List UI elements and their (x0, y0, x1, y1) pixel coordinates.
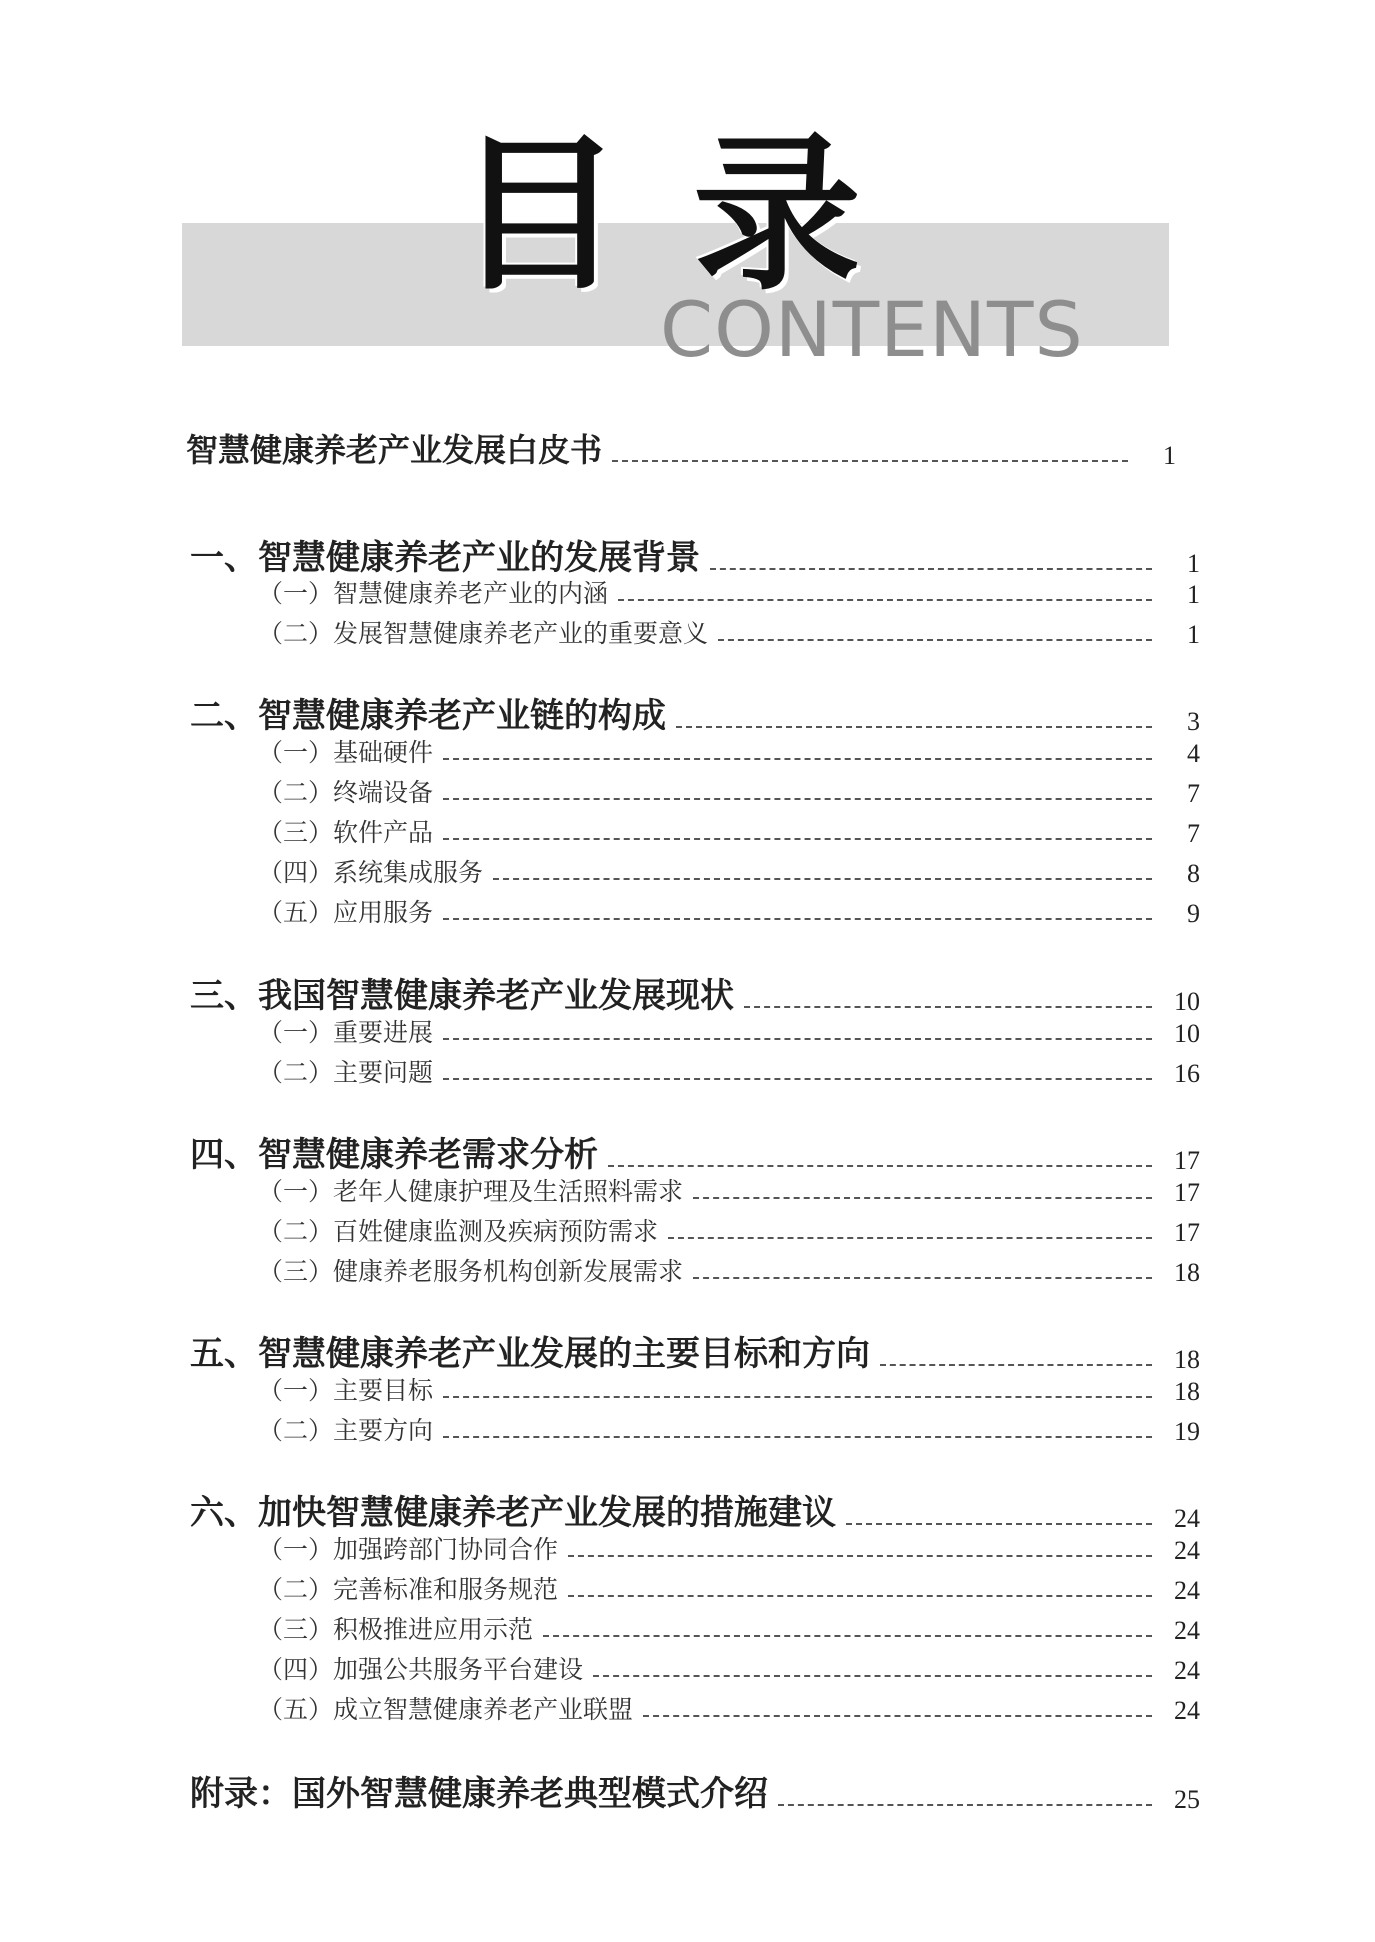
toc-page: 7 (1187, 819, 1200, 848)
toc-section[interactable] (190, 1326, 1200, 1375)
toc-label: （一）基础硬件 (258, 738, 434, 767)
toc-page: 17 (1174, 1146, 1200, 1175)
toc-label: （一）主要目标 (258, 1376, 434, 1405)
toc-subsection[interactable] (258, 614, 1200, 650)
toc-label: 六、加快智慧健康养老产业发展的措施建议 (190, 1493, 836, 1533)
toc-page: 1 (1163, 441, 1176, 470)
toc-leader (643, 1715, 1152, 1717)
toc-label: （一）加强跨部门协同合作 (258, 1535, 559, 1564)
toc-page: 18 (1174, 1258, 1200, 1287)
toc-page: 25 (1174, 1785, 1200, 1814)
toc-page: 24 (1174, 1576, 1200, 1605)
toc-page: 18 (1174, 1377, 1200, 1406)
toc-leader (676, 726, 1152, 728)
toc-section[interactable] (190, 688, 1200, 737)
toc-leader (568, 1555, 1152, 1557)
toc-leader (443, 1038, 1152, 1040)
toc-leader (880, 1364, 1152, 1366)
toc-page: 16 (1174, 1059, 1200, 1088)
toc-page: 1 (1187, 580, 1200, 609)
toc-subsection[interactable] (258, 853, 1200, 889)
toc-subsection[interactable] (258, 1690, 1200, 1726)
toc-label: 智慧健康养老产业发展白皮书 (186, 431, 603, 469)
toc-label: 四、智慧健康养老需求分析 (190, 1135, 598, 1175)
toc-label: 一、智慧健康养老产业的发展背景 (190, 538, 700, 578)
toc-label: （二）百姓健康监测及疾病预防需求 (258, 1217, 659, 1246)
toc-page: 8 (1187, 859, 1200, 888)
toc-leader (612, 460, 1128, 462)
toc-appendix[interactable] (190, 1766, 1200, 1815)
toc-subsection[interactable] (258, 733, 1200, 769)
toc-subsection[interactable] (258, 574, 1200, 610)
toc-section[interactable] (190, 968, 1200, 1017)
toc-label: （五）应用服务 (258, 898, 434, 927)
toc-subsection[interactable] (258, 1371, 1200, 1407)
toc-leader (593, 1675, 1152, 1677)
toc-label: （二）完善标准和服务规范 (258, 1575, 559, 1604)
toc-page: 24 (1174, 1504, 1200, 1533)
toc-label: 二、智慧健康养老产业链的构成 (190, 696, 666, 736)
toc-leader (693, 1197, 1152, 1199)
toc-subsection[interactable] (258, 1530, 1200, 1566)
toc-page: 17 (1174, 1218, 1200, 1247)
toc-page: 18 (1174, 1345, 1200, 1374)
toc-label: （三）软件产品 (258, 818, 434, 847)
toc-leader (443, 798, 1152, 800)
toc-page: 19 (1174, 1417, 1200, 1446)
toc-page: 24 (1174, 1696, 1200, 1725)
page-title: 目录 (455, 115, 931, 313)
toc-page: 4 (1187, 739, 1200, 768)
toc-leader (693, 1277, 1152, 1279)
toc-label: （二）发展智慧健康养老产业的重要意义 (258, 619, 709, 648)
toc-leader (668, 1237, 1152, 1239)
toc-page: 1 (1187, 549, 1200, 578)
toc-page: 7 (1187, 779, 1200, 808)
toc-leader (493, 878, 1152, 880)
toc-page: 17 (1174, 1178, 1200, 1207)
toc-leader (846, 1523, 1152, 1525)
page-subtitle: CONTENTS (660, 285, 1084, 374)
toc-label: （二）终端设备 (258, 778, 434, 807)
toc-leader (710, 568, 1152, 570)
toc-leader (618, 599, 1152, 601)
toc-leader (744, 1006, 1152, 1008)
toc-subsection[interactable] (258, 1411, 1200, 1447)
toc-leader (443, 1078, 1152, 1080)
toc-page: 9 (1187, 899, 1200, 928)
toc-subsection[interactable] (258, 1172, 1200, 1208)
toc-page: 24 (1174, 1616, 1200, 1645)
toc-subsection[interactable] (258, 1650, 1200, 1686)
toc-subsection[interactable] (258, 1053, 1200, 1089)
toc-label: （三）积极推进应用示范 (258, 1615, 534, 1644)
toc-leader (443, 838, 1152, 840)
toc-section[interactable] (190, 1127, 1200, 1176)
toc-subsection[interactable] (258, 773, 1200, 809)
toc-leader (443, 758, 1152, 760)
toc-leader (443, 1396, 1152, 1398)
toc-label: 附录：国外智慧健康养老典型模式介绍 (190, 1774, 768, 1814)
toc-label: （一）老年人健康护理及生活照料需求 (258, 1177, 684, 1206)
toc-section[interactable] (190, 1485, 1200, 1534)
toc-label: （一）重要进展 (258, 1018, 434, 1047)
toc-label: （四）加强公共服务平台建设 (258, 1655, 584, 1684)
toc-subsection[interactable] (258, 1212, 1200, 1248)
toc-page: 24 (1174, 1656, 1200, 1685)
toc-leader (443, 1436, 1152, 1438)
toc-label: （二）主要问题 (258, 1058, 434, 1087)
toc-page: 1 (1187, 620, 1200, 649)
toc-label: （一）智慧健康养老产业的内涵 (258, 579, 609, 608)
toc-leader (543, 1635, 1152, 1637)
toc-page: 3 (1187, 707, 1200, 736)
toc-label: （三）健康养老服务机构创新发展需求 (258, 1257, 684, 1286)
toc-leader (568, 1595, 1152, 1597)
toc-page: 10 (1174, 1019, 1200, 1048)
toc-page: 24 (1174, 1536, 1200, 1565)
toc-section[interactable] (190, 530, 1200, 579)
toc-leader (608, 1165, 1152, 1167)
toc-leader (778, 1804, 1152, 1806)
toc-leader (443, 918, 1152, 920)
toc-subsection[interactable] (258, 1013, 1200, 1049)
toc-doc-title[interactable] (186, 425, 1176, 471)
toc-label: （四）系统集成服务 (258, 858, 484, 887)
toc-page: 10 (1174, 987, 1200, 1016)
toc-subsection[interactable] (258, 893, 1200, 929)
toc-subsection[interactable] (258, 813, 1200, 849)
toc-subsection[interactable] (258, 1570, 1200, 1606)
toc-leader (718, 639, 1152, 641)
toc-label: （五）成立智慧健康养老产业联盟 (258, 1695, 634, 1724)
toc-label: 三、我国智慧健康养老产业发展现状 (190, 976, 734, 1016)
toc-subsection[interactable] (258, 1610, 1200, 1646)
toc-label: （二）主要方向 (258, 1416, 434, 1445)
toc-subsection[interactable] (258, 1252, 1200, 1288)
toc-label: 五、智慧健康养老产业发展的主要目标和方向 (190, 1334, 870, 1374)
